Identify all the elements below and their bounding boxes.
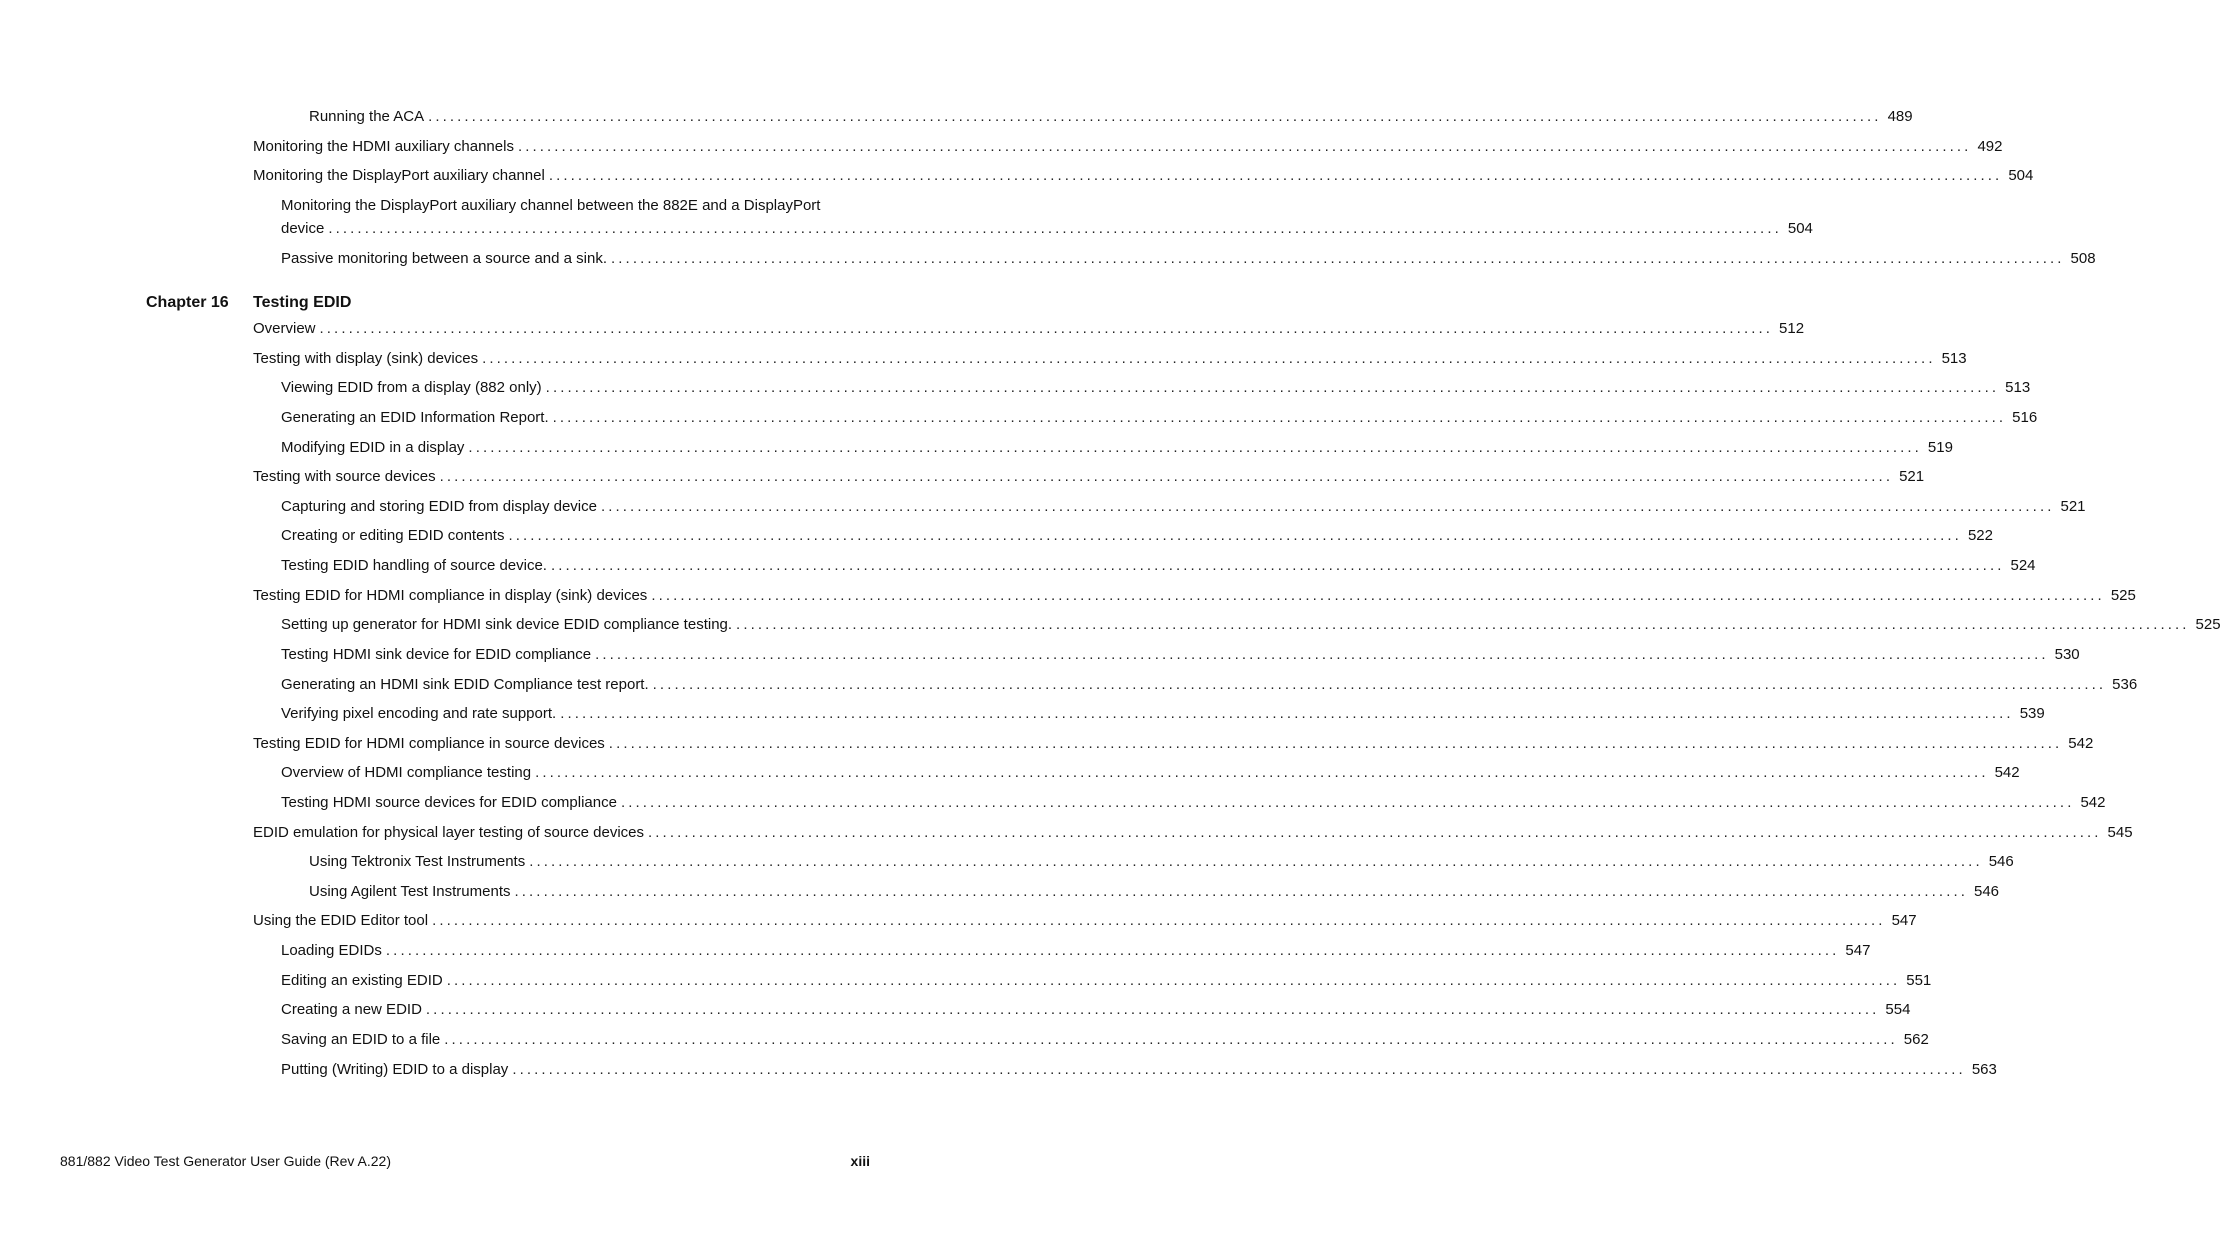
dot-leader: ........................................................................................................................................................................................................ [548,167,2003,184]
toc-entry-title: device [281,220,325,237]
toc-entry-page: 547 [1845,942,1871,959]
toc-entry-page: 546 [1988,853,2014,870]
toc-entry-title: Modifying EDID in a display [281,439,465,456]
dot-leader: ........................................................................................................................................................................................................ [385,942,1840,959]
dot-leader: ........................................................................................................................................................................................................ [319,320,1774,337]
dot-leader: ........................................................................................................................................................................................................ [508,527,1962,544]
dot-leader: ........................................................................................................................................................................................................ [529,853,1983,870]
toc-entry[interactable] [253,910,1917,932]
toc-entry-page: 530 [2054,646,2080,663]
toc-entry-page: 489 [1887,108,1913,125]
toc-entry[interactable] [253,136,2003,158]
dot-leader: ........................................................................................................................................................................................................ [545,379,2000,396]
toc-entry-title: Loading EDIDs [281,942,382,959]
toc-entry-title: Testing with display (sink) devices [253,350,479,367]
dot-leader: ........................................................................................................................................................................................................ [648,824,2102,841]
toc-entry[interactable] [281,377,2031,399]
toc-entry[interactable] [281,437,1953,459]
toc-entry[interactable] [309,881,2000,903]
toc-entry-title: Generating an HDMI sink EDID Compliance test report. [281,676,649,693]
toc-entry-page: 512 [1779,320,1805,337]
dot-leader: ........................................................................................................................................................................................................ [446,972,1901,989]
toc-entry-title: Overview of HDMI compliance testing [281,764,532,781]
toc-entry[interactable] [281,703,2045,725]
toc-entry[interactable] [281,614,2221,636]
toc-entry-page: 554 [1885,1001,1911,1018]
dot-leader: ........................................................................................................................................................................................................ [517,138,1972,155]
toc-entry-title: Testing EDID for HDMI compliance in source devices [253,735,605,752]
toc-entry-page: 521 [2060,498,2086,515]
toc-entry[interactable] [281,999,1911,1021]
toc-entry-title: Using Agilent Test Instruments [309,883,511,900]
toc-entry[interactable] [253,585,2136,607]
dot-leader: ........................................................................................................................................................................................................ [432,912,1886,929]
toc-entry[interactable] [253,733,2094,755]
toc-entry-page: 536 [2112,676,2138,693]
toc-entry-title: Testing HDMI source devices for EDID compliance [281,794,617,811]
toc-entry[interactable] [281,644,2080,666]
toc-entry[interactable] [281,525,1993,547]
toc-entry[interactable] [253,165,2034,187]
dot-leader: ........................................................................................................................................................................................................ [736,616,2190,633]
toc-entry-page: 522 [1967,527,1993,544]
footer-page-number: xiii [850,1153,870,1169]
toc-entry-title: Monitoring the DisplayPort auxiliary channel [253,167,545,184]
dot-leader: ........................................................................................................................................................................................................ [560,705,2014,722]
toc-entry-wrapped-line1[interactable]: Monitoring the DisplayPort auxiliary channel between the 882E and a DisplayPort [281,197,821,214]
toc-entry[interactable] [309,851,2014,873]
toc-entry-page: 516 [2012,409,2038,426]
toc-entry[interactable] [253,318,1805,340]
dot-leader: ........................................................................................................................................................................................................ [439,468,1894,485]
toc-entry-page: 547 [1891,912,1917,929]
toc-entry-title: Capturing and storing EDID from display device [281,498,597,515]
toc-entry-page: 513 [2005,379,2031,396]
toc-entry[interactable] [281,407,2038,429]
toc-entry-title: Putting (Writing) EDID to a display [281,1061,509,1078]
toc-entry-title: Editing an existing EDID [281,972,443,989]
footer-doc-title: 881/882 Video Test Generator User Guide (Rev A.22) [60,1153,392,1169]
toc-entry-title: Monitoring the HDMI auxiliary channels [253,138,514,155]
toc-entry-title: Using Tektronix Test Instruments [309,853,526,870]
dot-leader: ........................................................................................................................................................................................................ [651,587,2105,604]
toc-entry-page: 545 [2107,824,2133,841]
dot-leader: ........................................................................................................................................................................................................ [611,250,2065,267]
toc-entry[interactable] [281,1029,1929,1051]
dot-leader: ........................................................................................................................................................................................................ [514,883,1968,900]
toc-entry-title: Testing EDID handling of source device. [281,557,547,574]
toc-entry[interactable] [281,1059,1997,1081]
toc-entry[interactable] [253,348,1967,370]
chapter-label: Chapter 16 [146,294,229,311]
toc-entry-title: EDID emulation for physical layer testing of source devices [253,824,645,841]
toc-entry-page: 563 [1971,1061,1997,1078]
toc-entry-page: 539 [2019,705,2045,722]
toc-entry-page: 508 [2070,250,2096,267]
dot-leader: ........................................................................................................................................................................................................ [535,764,1989,781]
toc-entry-title: Generating an EDID Information Report. [281,409,549,426]
dot-leader: ........................................................................................................................................................................................................ [595,646,2049,663]
toc-entry-title: Passive monitoring between a source and a sink. [281,250,608,267]
toc-entry-page: 504 [2008,167,2034,184]
toc-entry-page: 513 [1941,350,1967,367]
toc-entry[interactable] [281,940,1871,962]
dot-leader: ........................................................................................................................................................................................................ [428,108,1882,125]
toc-entry[interactable] [281,248,2096,270]
dot-leader: ........................................................................................................................................................................................................ [328,220,1782,237]
dot-leader: ........................................................................................................................................................................................................ [652,676,2107,693]
toc-entry-page: 492 [1977,138,2003,155]
chapter-title: Testing EDID [253,294,352,311]
toc-entry-wrapped-line2[interactable] [281,218,1813,240]
dot-leader: ........................................................................................................................................................................................................ [552,409,2007,426]
toc-entry-title: Running the ACA [309,108,425,125]
toc-entry-page: 542 [2068,735,2094,752]
toc-entry-title: Verifying pixel encoding and rate support. [281,705,557,722]
toc-entry[interactable] [281,792,2106,814]
dot-leader: ........................................................................................................................................................................................................ [550,557,2005,574]
toc-entry-page: 562 [1903,1031,1929,1048]
toc-entry-title: Testing EDID for HDMI compliance in display (sink) devices [253,587,648,604]
toc-entry-page: 542 [1994,764,2020,781]
toc-entry-title: Testing with source devices [253,468,436,485]
toc-entry[interactable] [281,674,2138,696]
toc-entry-title: Saving an EDID to a file [281,1031,441,1048]
toc-entry-title: Viewing EDID from a display (882 only) [281,379,542,396]
chapter-heading[interactable] [146,292,352,314]
toc-entry-title: Using the EDID Editor tool [253,912,429,929]
toc-entry-page: 521 [1899,468,1925,485]
toc-entry[interactable] [309,106,1913,128]
toc-entry[interactable] [253,466,1925,488]
dot-leader: ........................................................................................................................................................................................................ [425,1001,1880,1018]
dot-leader: ........................................................................................................................................................................................................ [620,794,2075,811]
toc-entry[interactable] [281,496,2086,518]
dot-leader: ........................................................................................................................................................................................................ [482,350,1936,367]
toc-entry-page: 519 [1927,439,1953,456]
toc-entry-title: Testing HDMI sink device for EDID compliance [281,646,592,663]
toc-entry-page: 504 [1787,220,1813,237]
toc-entry[interactable] [281,970,1932,992]
toc-entry-title: Creating or editing EDID contents [281,527,505,544]
toc-entry[interactable] [253,822,2133,844]
toc-entry-title: Overview [253,320,316,337]
toc-entry-page: 525 [2195,616,2221,633]
toc-entry[interactable] [281,762,2020,784]
dot-leader: ........................................................................................................................................................................................................ [468,439,1922,456]
dot-leader: ........................................................................................................................................................................................................ [608,735,2063,752]
toc-entry-page: 551 [1906,972,1932,989]
toc-entry-title: Setting up generator for HDMI sink device EDID compliance testing. [281,616,733,633]
dot-leader: ........................................................................................................................................................................................................ [600,498,2055,515]
toc-entry-page: 542 [2080,794,2106,811]
toc-entry-title: Creating a new EDID [281,1001,422,1018]
dot-leader: ........................................................................................................................................................................................................ [444,1031,1898,1048]
toc-entry-page: 524 [2010,557,2036,574]
toc-entry[interactable] [281,555,2036,577]
dot-leader: ........................................................................................................................................................................................................ [512,1061,1966,1078]
toc-entry-page: 546 [1974,883,2000,900]
page-footer [60,1151,870,1171]
toc-entry-page: 525 [2110,587,2136,604]
